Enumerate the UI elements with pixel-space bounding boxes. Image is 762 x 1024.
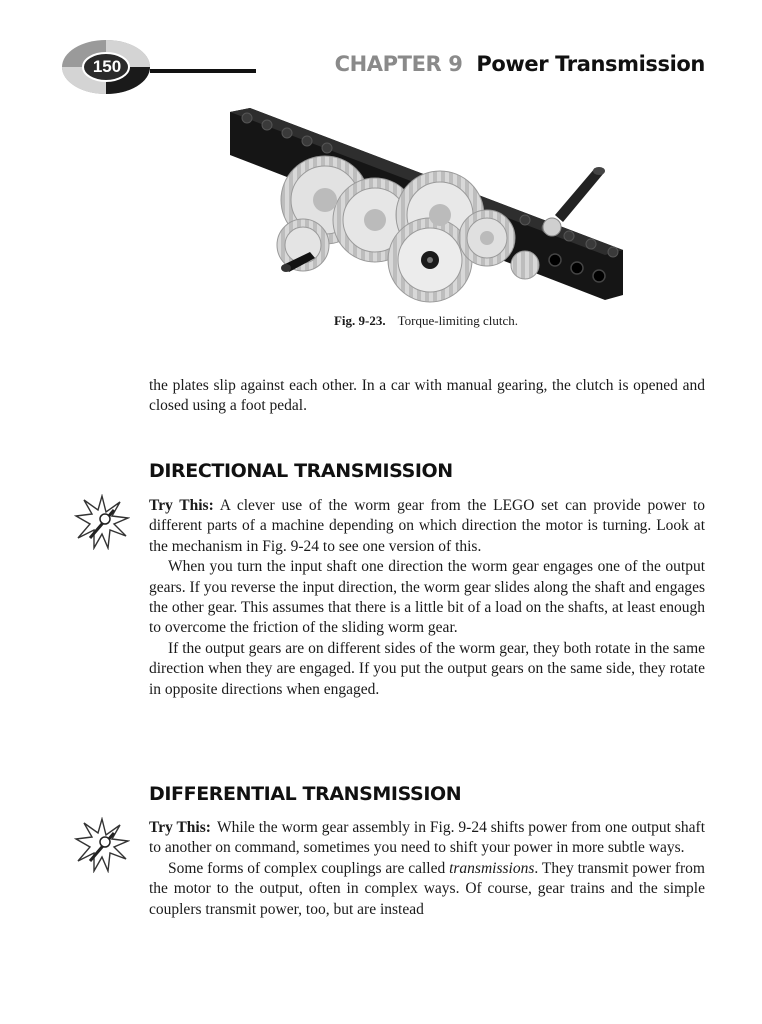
body-paragraph: If the output gears are on different sides of the worm gear, they both rotate in the same direction when they are engaged. If you put the output gears on the same side, they rotate in opposite directions when engaged.	[149, 639, 705, 698]
chapter-label: CHAPTER 9	[334, 52, 463, 76]
section-heading-differential: DIFFERENTIAL TRANSMISSION	[149, 783, 462, 805]
differential-transmission-text	[149, 818, 705, 920]
body-paragraph	[149, 859, 705, 920]
try-this-label: Try This:	[149, 497, 214, 514]
body-paragraph: When you turn the input shaft one direction the worm gear engages one of the output gears. If you reverse the input direction, the worm gear slides along the shaft and engages the other gear. This assumes that there is a little bit of a load on the shafts, at least enough to overcome the friction of the sliding worm gear.	[149, 558, 705, 637]
header-rule	[150, 69, 256, 73]
page-number: 150	[92, 57, 122, 76]
paragraph-rest: . They transmit power from the motor to the output, often in complex ways. Of course, gear trains and the simple couplers transmit power, too, but are instead	[149, 859, 705, 918]
figure-label: Fig. 9-23.	[333, 313, 386, 328]
continuation-paragraph-block	[149, 376, 705, 417]
figure-caption	[0, 313, 762, 329]
try-this-label: Try This:	[149, 819, 211, 836]
italic-term: transmissions	[449, 859, 535, 877]
continuation-paragraph: the plates slip against each other. In a car with manual gearing, the clutch is opened and closed using a foot pedal.	[149, 377, 705, 415]
chapter-title: Power Transmission	[476, 52, 705, 76]
directional-transmission-text	[149, 496, 705, 700]
section-heading-directional: DIRECTIONAL TRANSMISSION	[149, 460, 453, 482]
chapter-header	[335, 52, 705, 76]
try-this-paragraph-2	[149, 818, 705, 859]
try-this-text: While the worm gear assembly in Fig. 9-24 shifts power from one output shaft to another on command, sometimes you need to shift your power in more subtle ways.	[149, 819, 706, 857]
paragraph-lead: Some forms of complex couplings are called	[168, 859, 450, 877]
figure-caption-text: Torque-limiting clutch.	[397, 313, 519, 328]
try-this-starburst-icon	[74, 494, 130, 550]
try-this-text: A clever use of the worm gear from the LEGO set can provide power to different parts of a machine depending on which direction the motor is turning. Look at the mechanism in Fig. 9-24 to see one version of this.	[149, 497, 705, 555]
torque-limiting-clutch-figure	[225, 100, 625, 305]
try-this-paragraph-1	[149, 496, 705, 557]
try-this-starburst-icon	[74, 817, 130, 873]
